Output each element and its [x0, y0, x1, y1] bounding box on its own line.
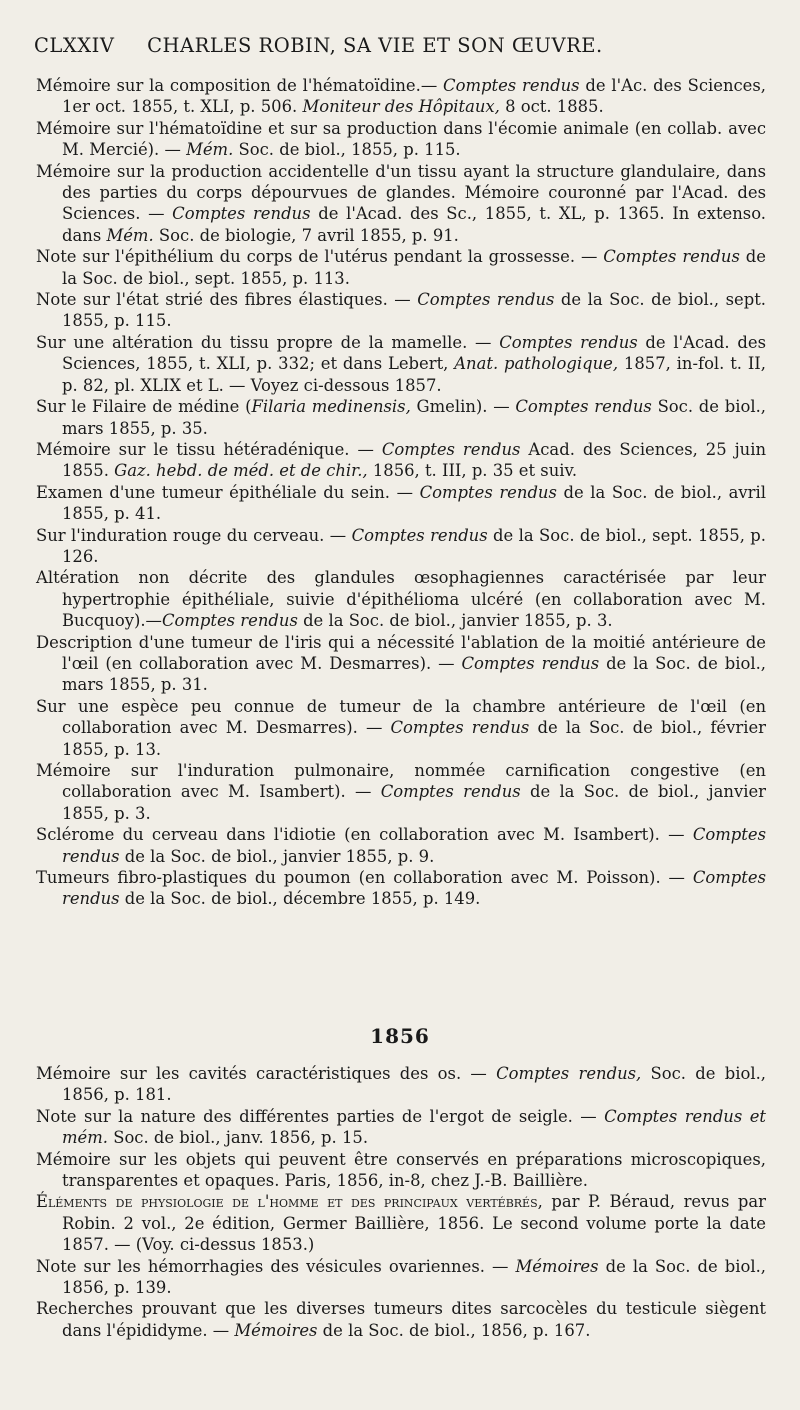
entry-text: Sur une espèce peu connue de tumeur de la chambre antérieure de l'œil (en collaboration avec M. Desmarres). — — [36, 696, 766, 738]
entry-text: Note sur la nature des différentes parties de l'ergot de seigle. — — [36, 1106, 605, 1126]
bibliography-entry — [36, 75, 766, 118]
bibliography-entry — [36, 161, 766, 247]
entry-text: Examen d'une tumeur épithéliale du sein. — — [36, 482, 420, 502]
bibliography-list-1856 — [36, 1063, 766, 1341]
bibliography-entry — [36, 567, 766, 631]
entry-text: de la Soc. de biol., avril 1855, p. 41. — [62, 482, 767, 524]
entry-text: de la Soc. de biol., janvier 1855, p. 9. — [119, 846, 435, 866]
bibliography-list-1855 — [36, 75, 766, 910]
entry-italic-text: Mémoires — [234, 1320, 318, 1340]
entry-text: de la Soc. de biol., sept. 1855, p. 113. — [62, 247, 767, 288]
entry-italic-text: Moniteur des Hôpitaux, — [302, 97, 500, 117]
bibliography-entry — [36, 289, 766, 332]
entry-italic-text: Comptes rendus — [443, 76, 580, 95]
entry-italic-text: Comptes rendus — [419, 482, 557, 502]
entry-italic-text: Comptes rendus — [390, 718, 530, 738]
entry-italic-text: Comptes rendus — [351, 525, 488, 545]
entry-italic-text: Comptes rendus — [172, 204, 311, 224]
entry-text: de l'Acad. des Sciences, 1855, t. XLI, p. 332; et dans Lebert, — [62, 332, 766, 374]
entry-italic-text: Comptes rendus — [62, 868, 766, 909]
running-header — [34, 34, 774, 57]
bibliography-entry — [36, 1256, 766, 1299]
entry-italic-text: Comptes rendus — [461, 653, 600, 673]
entry-italic-text: Anat. pathologique, — [454, 354, 619, 374]
entry-italic-text: Comptes rendus — [161, 611, 298, 631]
entry-text: Note sur l'épithélium du corps de l'utérus pendant la grossesse. — — [36, 247, 604, 267]
entry-italic-text: Comptes rendus — [603, 247, 740, 267]
bibliography-entry — [36, 1191, 766, 1255]
entry-text: de la Soc. de biol., janvier 1855, p. 3. — [297, 611, 613, 631]
bibliography-entry — [36, 824, 766, 867]
entry-italic-text: Gaz. hebd. de méd. et de chir., — [114, 461, 368, 481]
entry-text: de la Soc. de biol., 1856, p. 139. — [62, 1256, 766, 1298]
entry-italic-text: Comptes rendus — [417, 290, 555, 310]
entry-text: Note sur l'état strié des fibres élastiques. — — [36, 290, 418, 310]
entry-text: Note sur les hémorrhagies des vésicules ovariennes. — — [36, 1256, 516, 1276]
entry-text: Acad. des Sciences, 25 juin 1855. — [62, 439, 767, 481]
entry-italic-text: Comptes rendus et mém. — [62, 1106, 767, 1148]
entry-text: Mémoire sur la composition de l'hématoïdine.— — [36, 76, 444, 95]
entry-italic-text: Comptes rendus — [381, 439, 521, 459]
entry-text: Mémoire sur le tissu hétéradénique. — — [36, 439, 382, 459]
entry-italic-text: Mém. — [106, 225, 154, 245]
bibliography-entry — [36, 332, 766, 396]
bibliography-entry — [36, 1106, 766, 1149]
entry-italic-text: Mémoires — [515, 1256, 599, 1276]
entry-text: par P. Béraud, revus par Robin. 2 vol., 2e édition, Germer Baillière, 1856. Le second volume porte la date 1857. — (Voy. ci-dessus 1853.) — [62, 1192, 766, 1255]
entry-text: de la Soc. de biol., décembre 1855, p. 149. — [119, 889, 481, 909]
bibliography-entry — [36, 760, 766, 824]
entry-text: de la Soc. de biol., sept. 1855, p. 126. — [62, 525, 766, 566]
entry-text: de la Soc. de biol., février 1855, p. 13. — [62, 718, 766, 759]
entry-text: 1857, in-fol. t. II, p. 82, pl. XLIX et L. — Voyez ci-dessous 1857. — [62, 354, 766, 395]
entry-text: Mémoire sur les cavités caractéristiques des os. — — [36, 1064, 497, 1083]
bibliography-entry — [36, 1298, 766, 1341]
bibliography-entry — [36, 632, 766, 696]
entry-text: de la Soc. de biol., 1856, p. 167. — [317, 1320, 591, 1340]
entry-text: Mémoire sur l'induration pulmonaire, nommée carnification congestive (en collaboration avec M. Isambert). — — [36, 761, 766, 802]
entry-italic-text: Comptes rendus — [499, 332, 638, 352]
entry-text: de la Soc. de biol., sept. 1855, p. 115. — [62, 290, 767, 331]
bibliography-entry — [36, 1149, 766, 1192]
entry-text: de l'Acad. des Sc., 1855, t. XL, p. 1365. In extenso. dans — [62, 204, 766, 245]
bibliography-entry — [36, 1063, 766, 1106]
entry-text: Sur une altération du tissu propre de la mamelle. — — [36, 332, 500, 352]
entry-text: Sur l'induration rouge du cerveau. — — [36, 525, 352, 545]
entry-text: Gmelin). — — [410, 397, 516, 417]
bibliography-entry — [36, 696, 766, 760]
year-heading: 1856 — [370, 1024, 430, 1048]
entry-text: Sclérome du cerveau dans l'idiotie (en collaboration avec M. Isambert). — — [36, 825, 693, 845]
entry-text: Éléments de physiologie de l'homme et des principaux vertébrés, — [36, 1192, 543, 1212]
entry-italic-text: Comptes rendus — [380, 782, 521, 802]
entry-text: Description d'une tumeur de l'iris qui a nécessité l'ablation de la moitié antérieure de l'œil (en collaboration avec M. Desmarres). — — [36, 632, 766, 673]
entry-text: 8 oct. 1885. — [499, 97, 604, 117]
entry-italic-text: Comptes rendus — [62, 825, 766, 866]
bibliography-entry — [36, 246, 766, 289]
entry-text: Mémoire sur les objets qui peuvent être conservés en préparations microscopiques, transparentes et opaques. Paris, 1856, in-8, chez J.-B. Baillière. — [36, 1149, 766, 1191]
entry-italic-text: Comptes rendus — [515, 397, 652, 417]
entry-text: Soc. de biol., 1855, p. 115. — [233, 140, 461, 160]
bibliography-entry — [36, 118, 766, 161]
entry-text: Soc. de biol., janv. 1856, p. 15. — [108, 1128, 369, 1148]
entry-italic-text: Mém. — [186, 140, 234, 160]
entry-text: de la Soc. de biol., janvier 1855, p. 3. — [62, 782, 766, 823]
bibliography-entry — [36, 525, 766, 568]
page-number: CLXXIV — [34, 34, 115, 57]
entry-text: de la Soc. de biol., mars 1855, p. 31. — [62, 653, 766, 695]
entry-text: de l'Ac. des Sciences, 1er oct. 1855, t. XLI, p. 506. — [62, 76, 767, 117]
bibliography-entry — [36, 396, 766, 439]
entry-text: Soc. de biol., mars 1855, p. 35. — [62, 397, 766, 438]
entry-text: Mémoire sur l'hématoïdine et sur sa production dans l'écomie animale (en collab. avec M. Mercié). — — [36, 118, 766, 160]
bibliography-entry — [36, 439, 766, 482]
running-title: CHARLES ROBIN, SA VIE ET SON ŒUVRE. — [147, 34, 603, 57]
entry-text: Altération non décrite des glandules œsophagiennes caractérisée par leur hypertrophie épithéliale, suivie d'épithélioma ulcéré (en collaboration avec M. Bucquoy).— — [36, 568, 766, 631]
entry-italic-text: Filaria medinensis, — [251, 397, 411, 417]
entry-text: Mémoire sur la production accidentelle d'un tissu ayant la structure glandulaire, dans des parties du corps dépourvues de glandes. Mémoire couronné par l'Acad. des Sciences. — — [36, 161, 766, 224]
entry-text: Sur le Filaire de médine ( — [36, 397, 252, 417]
entry-italic-text: Comptes rendus, — [496, 1064, 642, 1083]
entry-text: Tumeurs fibro-plastiques du poumon (en collaboration avec M. Poisson). — — [36, 868, 693, 888]
entry-text: Recherches prouvant que les diverses tumeurs dites sarcocèles du testicule siègent dans l'épididyme. — — [36, 1299, 766, 1340]
entry-text: Soc. de biologie, 7 avril 1855, p. 91. — [153, 225, 459, 245]
entry-text: 1856, t. III, p. 35 et suiv. — [367, 461, 578, 481]
bibliography-entry — [36, 867, 766, 910]
bibliography-entry — [36, 482, 766, 525]
entry-text: Soc. de biol., 1856, p. 181. — [62, 1064, 766, 1105]
